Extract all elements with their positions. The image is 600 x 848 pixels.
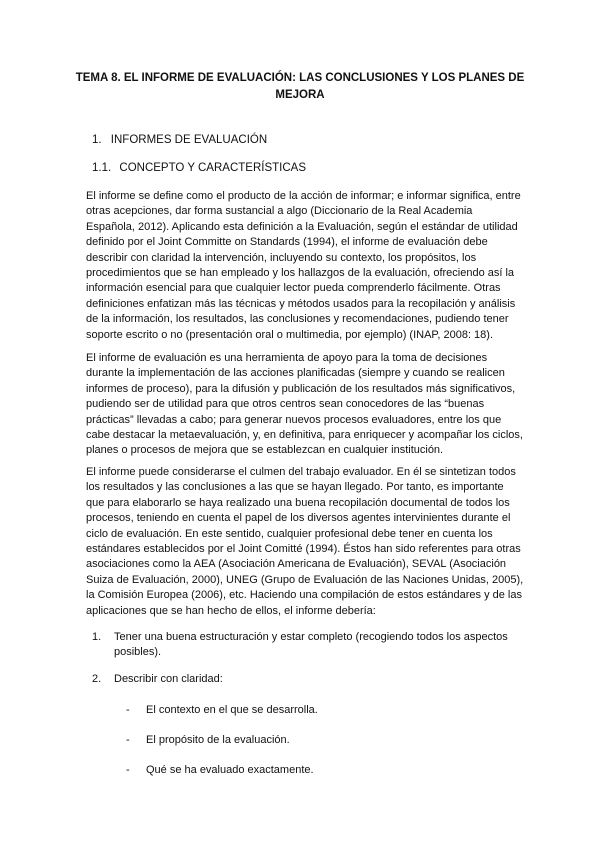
section-heading [92, 132, 267, 148]
section-label: INFORMES DE EVALUACIÓN [110, 134, 268, 146]
sublist-item-text: Qué se ha evaluado exactamente. [146, 764, 314, 776]
section-number: 1. [92, 134, 102, 146]
sublist-item-text: El propósito de la evaluación. [146, 734, 290, 746]
list-item-number: 1. [92, 631, 102, 643]
subsection-number: 1.1. [92, 162, 112, 174]
dash-marker: - [126, 704, 130, 716]
dash-marker: - [126, 764, 130, 776]
paragraph-3: El informe puede considerarse el culmen del trabajo evaluador. En él se sintetizan todos los resultados y las conclusiones a las que se hayan llegado. Por tanto, es importante que para elaborarlo se haya realizado una buena recopilación documental de todos los procesos, teniendo en cuenta el papel de los diversos agentes intervinientes durante el ciclo de evaluación. En este sentido, cualquier profesional debe tener en cuenta los estándares establecidos por el Joint Comitté (1994). Éstos han sido referentes para otras asociaciones como la AEA (Asociación Americana de Evaluación), SEVAL (Asociación Suiza de Evaluación, 2000), UNEG (Grupo de Evaluación de las Naciones Unidas, 2005), la Comisión Europea (2006), etc. Haciendo una compilación de estos estándares y de las aplicaciones que se han hecho de ellos, el informe debería: [86, 466, 524, 617]
subsection-heading [92, 160, 306, 176]
subsection-label: CONCEPTO Y CARACTERÍSTICAS [119, 162, 306, 174]
sublist-item-text: El contexto en el que se desarrolla. [146, 704, 318, 716]
document-title: TEMA 8. EL INFORME DE EVALUACIÓN: LAS CONCLUSIONES Y LOS PLANES DE MEJORA [75, 72, 525, 101]
list-item-text: Describir con claridad: [114, 673, 223, 685]
paragraph-1: El informe se define como el producto de la acción de informar; e informar significa, entre otras acepciones, dar forma sustancial a algo (Diccionario de la Real Academia Española, 2012). Aplicando esta definición a la Evaluación, según el estándar de utilidad definido por el Joint Committe on Standards (1994), el informe de evaluación debe describir con claridad la intervención, incluyendo su contexto, los propósitos, los procedimientos que se han empleado y los hallazgos de la evaluación, ofreciendo así la información esencial para que cualquier lector pueda comprenderlo fácilmente. Otras definiciones enfatizan más las técnicas y métodos usados para la recopilación y análisis de la información, los resultados, las conclusiones y recomendaciones, pudiendo tener soporte escrito o no (presentación oral o multimedia, por ejemplo) (INAP, 2008: 18). [86, 190, 521, 341]
list-item-number: 2. [92, 673, 102, 685]
dash-marker: - [126, 734, 130, 746]
paragraph-2: El informe de evaluación es una herramienta de apoyo para la toma de decisiones durante la implementación de las acciones planificadas (siempre y cuando se realicen informes de proceso), para la difusión y publicación de los resultados más significativos, pudiendo ser de utilidad para que otros centros sean conocedores de las “buenas prácticas” llevadas a cabo; para generar nuevos procesos evaluadores, entre los que cabe destacar la metaevaluación, y, en definitiva, para enriquecer y acompañar los ciclos, planes o procesos de mejora que se establezcan en cualquier institución. [86, 352, 523, 457]
list-item-text: Tener una buena estructuración y estar completo (recogiendo todos los aspectos posibles). [114, 631, 508, 659]
